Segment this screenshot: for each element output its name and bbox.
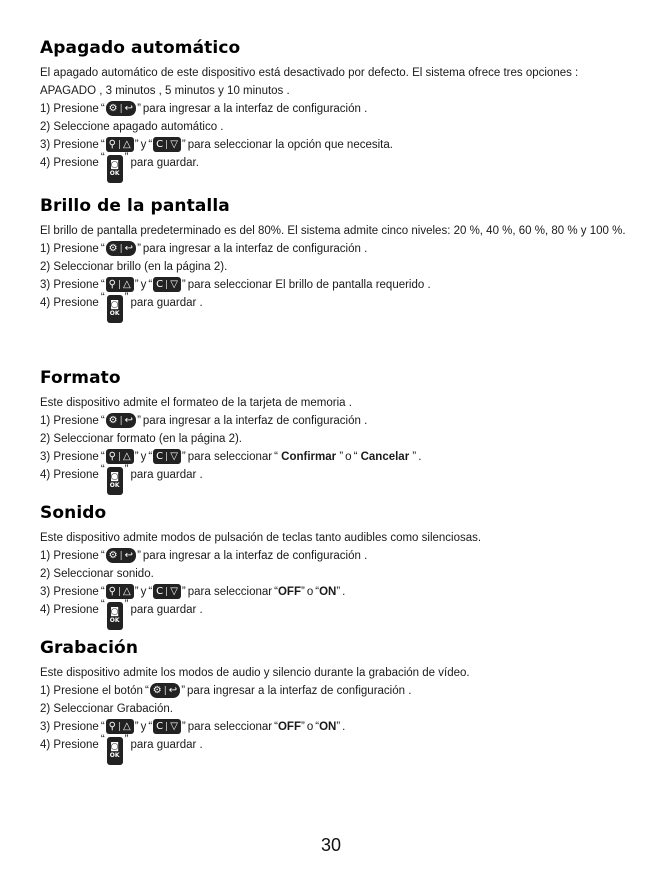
- step-1: 1) Presione el botón “ ⚙ | ↩ ” para ingresar a la interfaz de configuración .: [40, 684, 412, 697]
- step-4: 4) Presione “ ◙ OK ” para guardar .: [40, 736, 470, 754]
- section-intro: Este dispositivo admite el formateo de la tarjeta de memoria .: [40, 397, 352, 409]
- section-title: Formato: [40, 368, 121, 388]
- option-off: OFF: [277, 721, 301, 733]
- section-format: [40, 368, 422, 489]
- camera-ok-key-icon: ◙ OK: [107, 602, 123, 630]
- option-confirm: Confirmar: [281, 451, 337, 463]
- step-3: 3) Presione “ ⚲ | △ ” y “ C | ▽ ” para seleccionar “OFF” o “ON” .: [40, 585, 346, 598]
- gear-back-key-icon: ⚙ | ↩: [106, 101, 136, 116]
- section-title: Sonido: [40, 503, 107, 523]
- step-4: 4) Presione “ ◙ OK ” para guardar .: [40, 601, 481, 619]
- section-recording: [40, 638, 470, 759]
- step-2: 2) Seleccionar sonido.: [40, 568, 154, 580]
- section-title: Grabación: [40, 638, 139, 658]
- gear-back-key-icon: ⚙ | ↩: [106, 241, 136, 256]
- step-3: 3) Presione “ ⚲ | △ ” y “ C | ▽ ” para seleccionar El brillo de pantalla requerido .: [40, 278, 431, 291]
- camera-ok-key-icon: ◙ OK: [107, 467, 123, 495]
- zoom-up-key-icon: ⚲ | △: [106, 584, 134, 599]
- option-on: ON: [319, 721, 337, 733]
- page-number: 30: [320, 835, 342, 855]
- step-2: 2) Seleccionar Grabación.: [40, 703, 173, 715]
- zoom-up-key-icon: ⚲ | △: [106, 719, 134, 734]
- step-4: 4) Presione “ ◙ OK ” para guardar .: [40, 294, 626, 312]
- step-3: 3) Presione “ ⚲ | △ ” y “ C | ▽ ” para seleccionar “ Confirmar ” o “ Cancelar ” .: [40, 450, 422, 463]
- section-intro: El brillo de pantalla predeterminado es del 80%. El sistema admite cinco niveles: 20 %, 40 %, 60 %, 80 % y 100 %.: [40, 225, 626, 237]
- section-title: Apagado automático: [40, 38, 241, 58]
- step-1: 1) Presione “ ⚙ | ↩ ” para ingresar a la interfaz de configuración .: [40, 242, 368, 255]
- step-1: 1) Presione “ ⚙ | ↩ ” para ingresar a la interfaz de configuración .: [40, 102, 368, 115]
- step-4: 4) Presione “ ◙ OK ” para guardar .: [40, 466, 421, 484]
- c-down-key-icon: C | ▽: [153, 137, 181, 152]
- section-brightness: [40, 196, 626, 317]
- step-1: 1) Presione “ ⚙ | ↩ ” para ingresar a la interfaz de configuración .: [40, 549, 368, 562]
- c-down-key-icon: C | ▽: [153, 277, 181, 292]
- section-intro: El apagado automático de este dispositivo está desactivado por defecto. El sistema ofrece tres opciones : APAGADO , 3 minutos , 5 minutos y 10 minutos .: [40, 67, 579, 97]
- c-down-key-icon: C | ▽: [153, 449, 181, 464]
- step-1: 1) Presione “ ⚙ | ↩ ” para ingresar a la interfaz de configuración .: [40, 414, 368, 427]
- step-3: 3) Presione “ ⚲ | △ ” y “ C | ▽ ” para seleccionar “OFF” o “ON” .: [40, 720, 346, 733]
- gear-back-key-icon: ⚙ | ↩: [106, 413, 136, 428]
- section-auto-off: [40, 38, 630, 177]
- zoom-up-key-icon: ⚲ | △: [106, 137, 134, 152]
- step-2: 2) Seleccionar brillo (en la página 2).: [40, 261, 228, 273]
- step-3: 3) Presione “ ⚲ | △ ” y “ C | ▽ ” para seleccionar la opción que necesita.: [40, 138, 393, 151]
- c-down-key-icon: C | ▽: [153, 584, 181, 599]
- option-off: OFF: [277, 586, 301, 598]
- section-sound: [40, 503, 482, 624]
- step-2: 2) Seleccione apagado automático .: [40, 121, 224, 133]
- option-on: ON: [319, 586, 337, 598]
- camera-ok-key-icon: ◙ OK: [107, 155, 123, 183]
- section-intro: Este dispositivo admite los modos de audio y silencio durante la grabación de vídeo.: [40, 667, 470, 679]
- zoom-up-key-icon: ⚲ | △: [106, 449, 134, 464]
- c-down-key-icon: C | ▽: [153, 719, 181, 734]
- section-intro: Este dispositivo admite modos de pulsación de teclas tanto audibles como silenciosas.: [40, 532, 482, 544]
- zoom-up-key-icon: ⚲ | △: [106, 277, 134, 292]
- camera-ok-key-icon: ◙ OK: [107, 737, 123, 765]
- camera-ok-key-icon: ◙ OK: [107, 295, 123, 323]
- option-cancel: Cancelar: [360, 451, 410, 463]
- gear-back-key-icon: ⚙ | ↩: [150, 683, 180, 698]
- step-4: 4) Presione “ ◙ OK ” para guardar.: [40, 154, 630, 172]
- gear-back-key-icon: ⚙ | ↩: [106, 548, 136, 563]
- section-title: Brillo de la pantalla: [40, 196, 230, 216]
- step-2: 2) Seleccionar formato (en la página 2).: [40, 433, 242, 445]
